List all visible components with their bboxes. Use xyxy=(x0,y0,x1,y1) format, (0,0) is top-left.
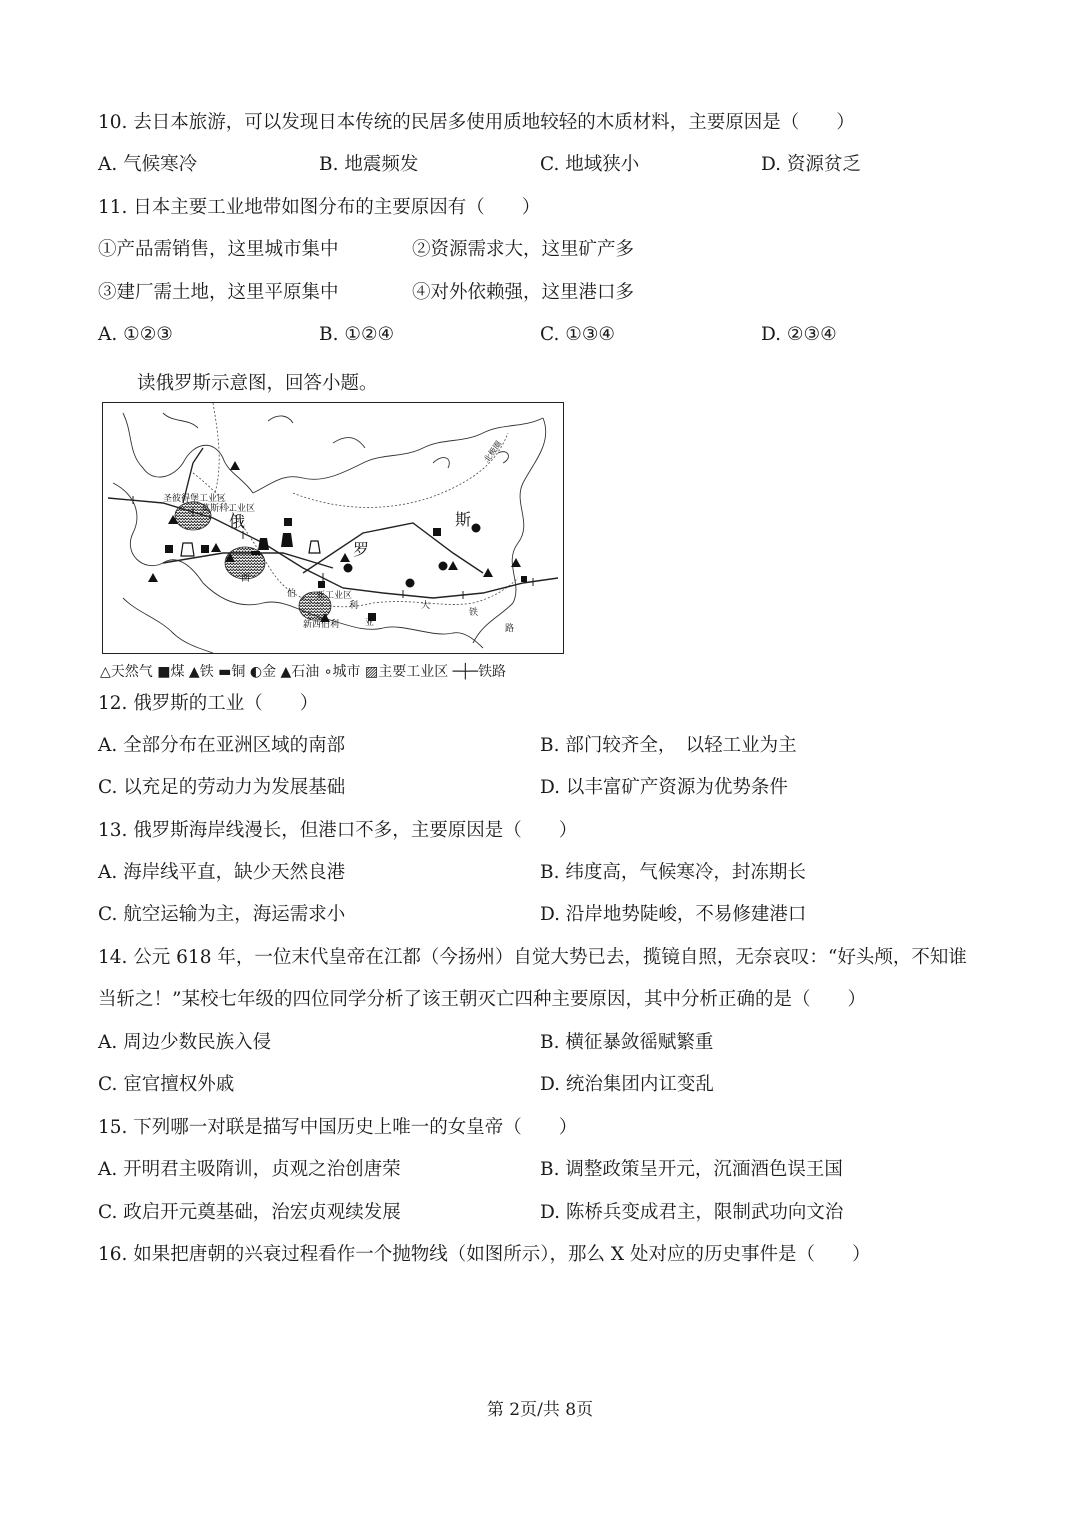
q12-option-a: A. 全部分布在亚洲区域的南部 xyxy=(98,735,346,756)
gas-icon: △ xyxy=(100,664,111,680)
q10-option-a: A. 气候寒冷 xyxy=(98,154,198,175)
q15-option-d: D. 陈桥兵变成君主，限制武功向文治 xyxy=(540,1202,844,1223)
legend-label-railway: 铁路 xyxy=(477,664,506,680)
oil-icon: ▲ xyxy=(280,664,292,680)
page-footer: 第 2页/共 8页 xyxy=(486,1400,594,1420)
q13-stem: 13. 俄罗斯海岸线漫长，但港口不多，主要原因是（ ） xyxy=(98,820,578,841)
q10-option-c: C. 地域狭小 xyxy=(540,154,640,175)
coastlines xyxy=(113,413,546,653)
xi-label: 西 xyxy=(241,574,251,584)
q12-option-d: D. 以丰富矿产资源为优势条件 xyxy=(540,777,788,798)
q14-option-b: B. 横征暴敛徭赋繁重 xyxy=(540,1032,714,1053)
legend-label-oil: 石油 xyxy=(291,664,320,680)
luo-label: 罗 xyxy=(353,540,370,559)
legend-label-copper: 铜 xyxy=(231,664,246,680)
q16-stem: 16. 如果把唐朝的兴衰过程看作一个抛物线（如图所示），那么 X 处对应的历史事件是（ ） xyxy=(98,1244,871,1265)
q11-statement-2: ②资源需求大，这里矿产多 xyxy=(412,239,635,260)
gold-icon: ◐ xyxy=(249,664,263,680)
legend-label-city: 城市 xyxy=(332,664,361,680)
city-icon: ∘ xyxy=(323,664,333,680)
q14-option-a: A. 周边少数民族入侵 xyxy=(98,1032,272,1053)
novosibirsk-label-1: 新西伯利 xyxy=(303,620,340,630)
q11-option-a: A. ①②③ xyxy=(98,324,173,345)
legend-label-gold: 金 xyxy=(262,664,277,680)
q14-stem-line1: 14. 公元 618 年，一位末代皇帝在江都（今扬州）自觉大势已去，揽镜自照，无奈哀叹：“好头颅，不知谁 xyxy=(98,947,967,968)
industrial-zone-icon: ▨ xyxy=(364,664,379,680)
st-petersburg-label: 圣彼得堡工业区 xyxy=(163,494,227,504)
q10-option-d: D. 资源贫乏 xyxy=(761,154,861,175)
li-label: 利 xyxy=(349,601,359,611)
q12-option-c: C. 以充足的劳动力为发展基础 xyxy=(98,777,346,798)
q11-stem: 11. 日本主要工业地带如图分布的主要原因有（ ） xyxy=(98,197,541,218)
q11-statement-1: ①产品需销售，这里城市集中 xyxy=(98,239,339,260)
legend-label-iron: 铁 xyxy=(199,664,214,680)
legend-label-industrial-zone: 主要工业区 xyxy=(378,664,449,680)
coal-icon: ■ xyxy=(157,664,171,680)
q14-stem-line2: 当斩之！”某校七年级的四位同学分析了该王朝灭亡四种主要原因，其中分析正确的是（ ） xyxy=(98,989,866,1010)
lu-label: 路 xyxy=(505,624,515,634)
q11-statement-4: ④对外依赖强，这里港口多 xyxy=(412,282,635,303)
q14-option-d: D. 统治集团内讧变乱 xyxy=(540,1074,714,1095)
bo-label: 伯 xyxy=(287,589,297,599)
moscow-label: 莫斯科工业区 xyxy=(201,504,256,514)
q10-stem: 10. 去日本旅游，可以发现日本传统的民居多使用质地较轻的木质材料，主要原因是（ ） xyxy=(98,112,855,133)
railway-icon: ─┼─ xyxy=(452,664,478,680)
ya-label: 亚 xyxy=(365,618,375,628)
copper-icon: ▬ xyxy=(218,664,232,680)
legend-label-coal: 煤 xyxy=(170,664,185,680)
q13-option-d: D. 沿岸地势陡峻，不易修建港口 xyxy=(540,904,807,925)
si-label: 斯 xyxy=(455,510,472,529)
q12-option-b: B. 部门较齐全， 以轻工业为主 xyxy=(540,735,797,756)
novosibirsk-label-2: 亚工业区 xyxy=(316,591,353,601)
q15-option-a: A. 开明君主吸隋训，贞观之治创唐荣 xyxy=(98,1159,401,1180)
q11-statement-3: ③建厂需土地，这里平原集中 xyxy=(98,282,339,303)
q11-option-c: C. ①③④ xyxy=(540,324,616,345)
legend-label-gas: 天然气 xyxy=(110,664,153,680)
iron-icon: ▲ xyxy=(188,664,200,680)
russia-map-intro: 读俄罗斯示意图，回答小题。 xyxy=(137,373,378,394)
q15-option-c: C. 政启开元奠基础，治宏贞观续发展 xyxy=(98,1202,401,1223)
q13-option-c: C. 航空运输为主，海运需求小 xyxy=(98,904,346,925)
e-label: 俄 xyxy=(229,512,246,531)
da-label: 大 xyxy=(421,601,431,611)
q11-option-b: B. ①②④ xyxy=(319,324,395,345)
q13-option-b: B. 纬度高，气候寒冷，封冻期长 xyxy=(540,862,806,883)
russia-map xyxy=(102,402,564,654)
q14-option-c: C. 宦官擅权外戚 xyxy=(98,1074,235,1095)
tie-label: 铁 xyxy=(469,608,479,618)
q15-stem: 15. 下列哪一对联是描写中国历史上唯一的女皇帝（ ） xyxy=(98,1117,578,1138)
map-legend xyxy=(100,661,506,681)
q10-option-b: B. 地震频发 xyxy=(319,154,419,175)
arctic-circle-label: 北极圈 xyxy=(482,439,504,465)
q13-option-a: A. 海岸线平直，缺少天然良港 xyxy=(98,862,346,883)
q15-option-b: B. 调整政策呈开元，沉湎酒色误王国 xyxy=(540,1159,843,1180)
q11-option-d: D. ②③④ xyxy=(761,324,837,345)
q12-stem: 12. 俄罗斯的工业（ ） xyxy=(98,693,319,714)
